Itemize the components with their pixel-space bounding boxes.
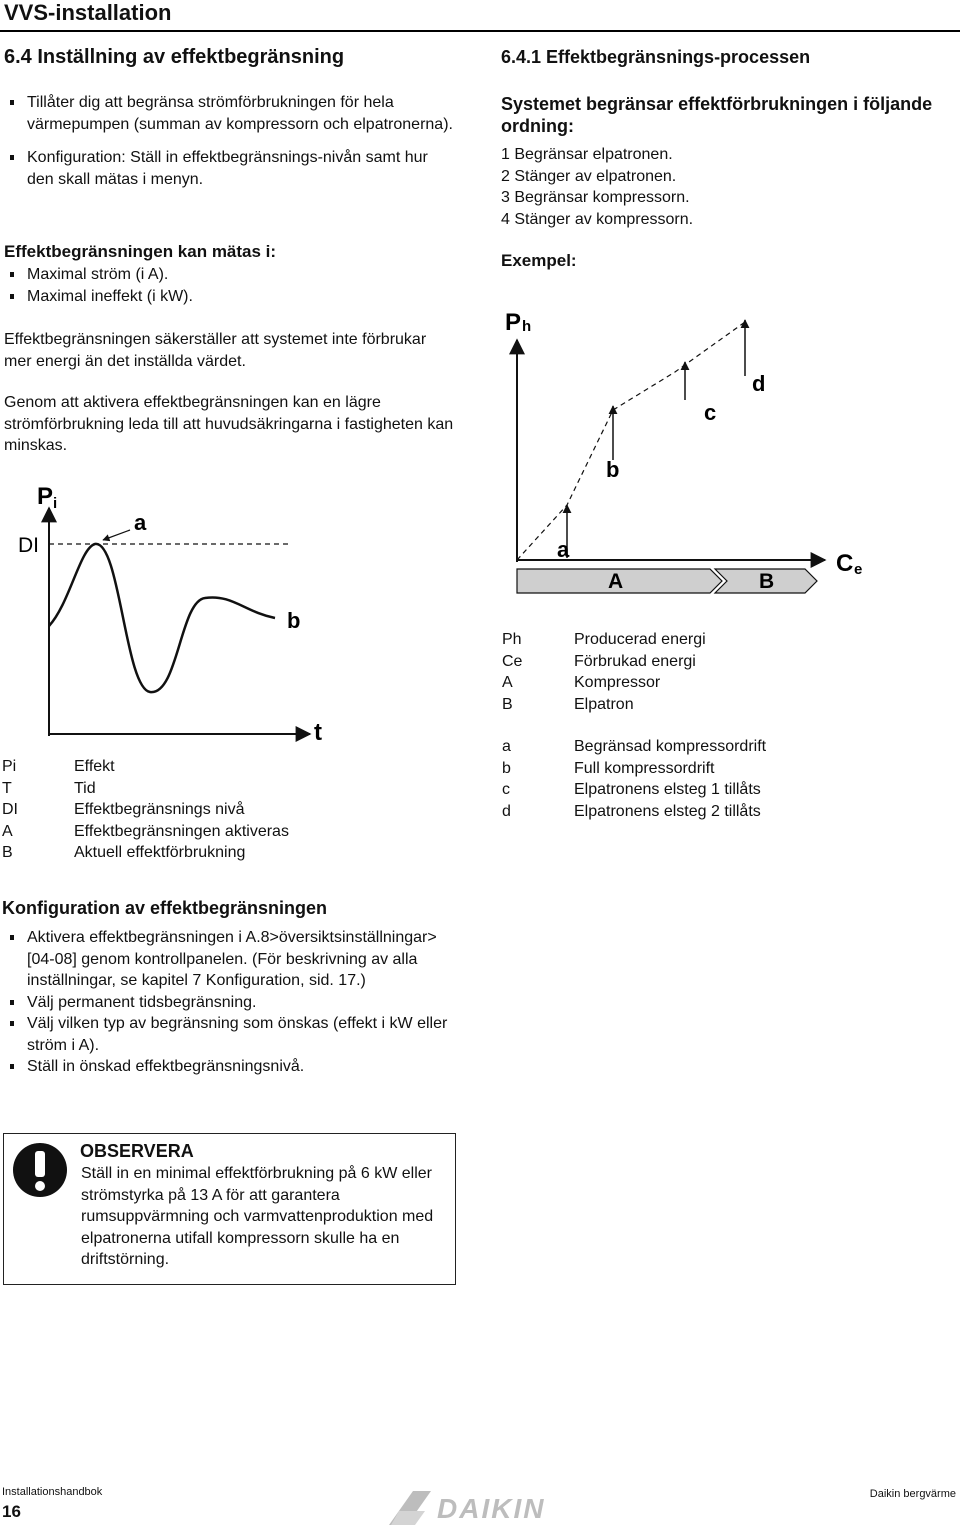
y-label: P: [37, 483, 54, 510]
legend-row: T Tid: [2, 779, 96, 797]
step-item: 2 Stänger av elpatronen.: [501, 167, 677, 185]
legend-points: [502, 736, 766, 822]
level-label: DI: [18, 534, 39, 557]
legend-row: Pi Effekt: [2, 758, 115, 775]
measure-list: [4, 264, 454, 307]
mark-a: a: [557, 537, 570, 562]
step-item: 1 Begränsar elpatronen.: [501, 146, 673, 163]
mark-d: d: [752, 371, 766, 396]
mark-b: b: [287, 608, 301, 633]
config-item: Aktivera effektbegränsningen i A.8>översiktsinställningar> [04-08] genom kontrollpanelen. (För beskrivning av alla inställningar, se kapitel 7 Konfiguration, sid. 17.): [4, 927, 464, 992]
x-label: t: [314, 719, 322, 746]
step-item: 3 Begränsar kompressorn.: [501, 189, 690, 206]
mark-b: b: [606, 457, 620, 482]
x-label: C: [836, 550, 854, 577]
y-label: P: [505, 309, 522, 336]
subsection-heading: 6.4.1 Effektbegränsnings-processen: [501, 47, 811, 67]
intro-bullet: Konfiguration: Ställ in effektbegränsnings-nivån samt hur den skall mätas i menyn.: [4, 147, 454, 190]
notice-body: Ställ in en minimal effektförbrukning på 6 kW eller strömstyrka på 13 A för att garantera rumsuppvärmning och varmvattenproduktion med elpatronerna utifall kompressorn skulle ha en driftstörning.: [81, 1165, 434, 1268]
notice-title: OBSERVERA: [80, 1141, 194, 1161]
step-item: 4 Stänger av kompressorn.: [501, 210, 694, 228]
legend-row: B Elpatron: [502, 695, 634, 713]
measure-item: Maximal ineffekt (i kW).: [4, 286, 454, 308]
mark-a-pointer: [103, 530, 130, 540]
footer-company: Daikin bergvärme: [869, 1488, 956, 1500]
svg-text:DAIKIN: DAIKIN: [437, 1493, 546, 1524]
mark-a: a: [134, 510, 147, 535]
daikin-logo: [385, 1487, 580, 1527]
step-list: [501, 144, 693, 230]
legend-row: Ph Producerad energi: [502, 631, 706, 648]
energy-curve: [517, 322, 745, 560]
power-curve: [49, 544, 275, 692]
legend-row: c Elpatronens elsteg 1 tillåts: [502, 781, 761, 798]
intro-bullets: [4, 92, 454, 190]
power-limit-diagram: [0, 478, 340, 748]
band-b-label: B: [759, 570, 775, 593]
legend-row: Ce Förbrukad energi: [502, 652, 696, 670]
paragraph-guarantee: Effektbegränsningen säkerställer att systemet inte förbrukar mer energi än det inställda värdet.: [4, 331, 427, 370]
header-rule: [0, 30, 960, 32]
energy-process-diagram: [495, 300, 895, 600]
band-a-label: A: [608, 570, 624, 593]
page-number: 16: [2, 1502, 21, 1521]
measure-item: Maximal ström (i A).: [4, 264, 454, 286]
example-label: Exempel:: [501, 251, 577, 270]
legend-row: DI Effektbegränsnings nivå: [2, 801, 245, 818]
paragraph-fuses: Genom att aktivera effektbegränsningen kan en lägre strömförbrukning leda till att huvudsäkringarna i fastigheten kan minskas.: [4, 394, 454, 454]
legend-row: d Elpatronens elsteg 2 tillåts: [502, 802, 761, 820]
section-heading: 6.4 Inställning av effektbegränsning: [4, 46, 345, 68]
page-header-title: VVS-installation: [4, 0, 172, 25]
config-item: Ställ in önskad effektbegränsningsnivå.: [4, 1056, 464, 1078]
order-heading: Systemet begränsar effektförbrukningen i följande ordning:: [501, 94, 933, 136]
legend-row: B Aktuell effektförbrukning: [2, 844, 246, 861]
config-list: [4, 927, 464, 1078]
legend-power: [2, 756, 289, 864]
legend-row: A Kompressor: [502, 674, 661, 691]
config-item: Välj permanent tidsbegränsning.: [4, 992, 464, 1014]
measure-heading: Effektbegränsningen kan mätas i:: [4, 242, 277, 261]
legend-row: b Full kompressordrift: [502, 759, 715, 777]
config-item: Välj vilken typ av begränsning som önskas (effekt i kW eller ström i A).: [4, 1013, 464, 1056]
legend-energy: [502, 629, 706, 715]
mark-c: c: [704, 400, 717, 425]
legend-row: a Begränsad kompressordrift: [502, 738, 767, 755]
footer-manual: Installationshandbok: [2, 1486, 103, 1498]
x-label-sub: e: [854, 561, 863, 578]
y-label-sub: i: [53, 495, 58, 512]
config-heading: Konfiguration av effektbegränsningen: [2, 898, 328, 918]
warning-icon: [12, 1142, 68, 1198]
legend-row: A Effektbegränsningen aktiveras: [2, 822, 289, 840]
y-label-sub: h: [522, 318, 532, 335]
intro-bullet: Tillåter dig att begränsa strömförbrukningen för hela värmepumpen (summan av kompressorn och elpatronerna).: [4, 92, 454, 135]
